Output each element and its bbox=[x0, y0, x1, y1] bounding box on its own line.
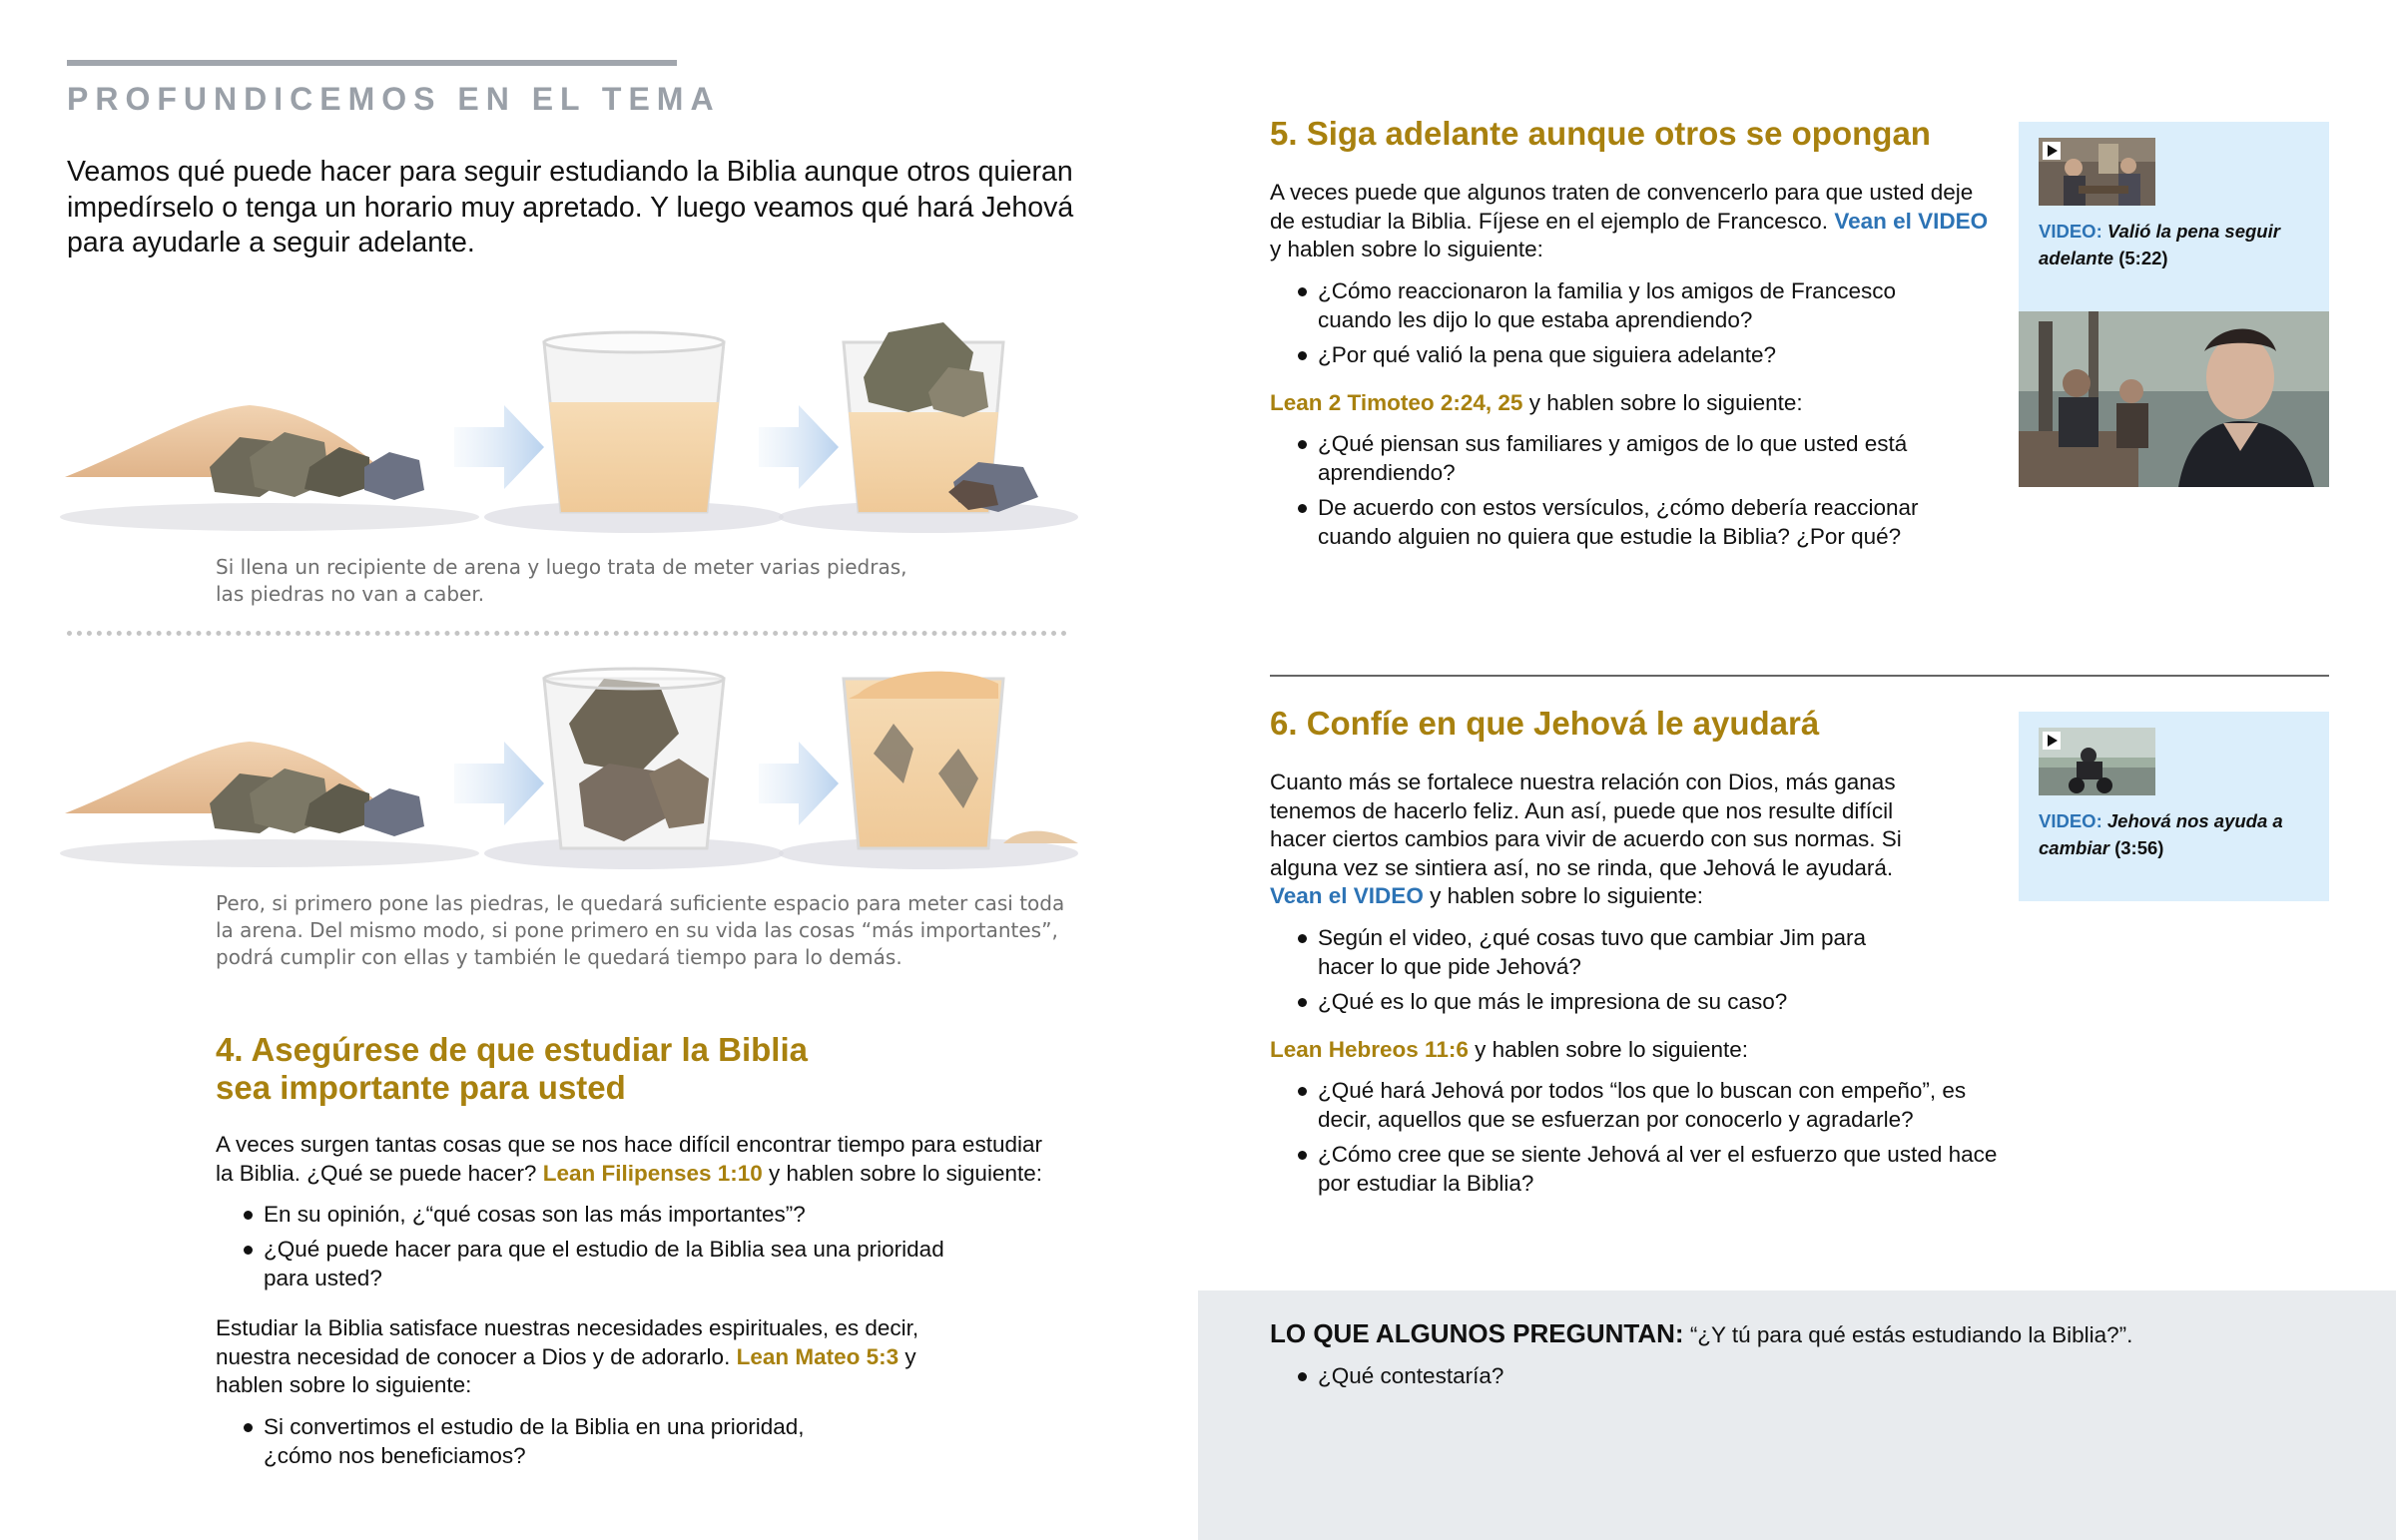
video-thumbnail[interactable] bbox=[2039, 138, 2155, 206]
video-still-photo bbox=[2019, 311, 2329, 487]
arrow-right-icon bbox=[759, 405, 839, 489]
video-label: VIDEO: bbox=[2039, 810, 2102, 831]
faq-block bbox=[1270, 1317, 2328, 1396]
faq-question: “¿Y tú para qué estás estudiando la Biblia?”. bbox=[1683, 1322, 2133, 1347]
video-card-section-6[interactable] bbox=[2019, 712, 2329, 901]
faq-heading bbox=[1270, 1317, 2328, 1351]
discussion-question: Si convertimos el estudio de la Biblia en una prioridad, ¿cómo nos beneficiamos? bbox=[216, 1412, 855, 1470]
section-6-paragraph-1 bbox=[1270, 769, 1929, 911]
dotted-divider bbox=[67, 631, 1067, 636]
discussion-question: ¿Qué puede hacer para que el estudio de la Biblia sea una prioridad para usted? bbox=[216, 1235, 974, 1292]
video-title: Jehová nos ayuda a cambiar bbox=[2039, 810, 2283, 858]
title-line: sea importante para usted bbox=[216, 1069, 626, 1106]
caption-line: las piedras no van a caber. bbox=[216, 582, 485, 606]
video-card-section-5[interactable] bbox=[2019, 122, 2329, 311]
caption-line: podrá cumplir con ellas y también le quedará tiempo para lo demás. bbox=[216, 945, 902, 969]
discussion-question: ¿Por qué valió la pena que siguiera adelante? bbox=[1270, 340, 1949, 369]
video-title: Valió la pena seguir adelante bbox=[2039, 221, 2280, 268]
paragraph-text: y hablen sobre lo siguiente: bbox=[1468, 1036, 1749, 1062]
section-5-title: 5. Siga adelante aunque otros se opongan bbox=[1270, 115, 1931, 152]
section-4-paragraph-1 bbox=[216, 1131, 1064, 1188]
discussion-question: ¿Qué contestaría? bbox=[1270, 1361, 2328, 1390]
watch-video-link[interactable]: Vean el VIDEO bbox=[1270, 883, 1424, 908]
title-line: 4. Asegúrese de que estudiar la Biblia bbox=[216, 1031, 808, 1068]
arrow-right-icon bbox=[454, 405, 544, 489]
illustration-2-caption bbox=[216, 890, 1064, 971]
video-duration: (5:22) bbox=[2113, 248, 2168, 268]
rocks-beside-pile bbox=[210, 432, 424, 500]
watch-video-link[interactable]: Vean el VIDEO bbox=[1834, 208, 1989, 234]
scripture-reference-link[interactable]: Lean Hebreos 11:6 bbox=[1270, 1036, 1469, 1062]
play-icon[interactable] bbox=[2043, 732, 2061, 750]
discussion-question: ¿Cómo cree que se siente Jehová al ver el esfuerzo que usted hace por estudiar la Biblia? bbox=[1270, 1140, 1999, 1198]
illustration-1-caption bbox=[216, 554, 906, 608]
section-6-questions-2 bbox=[1270, 1076, 1999, 1198]
paragraph-text: y hablen sobre lo siguiente: bbox=[1423, 883, 1704, 908]
section-6 bbox=[1270, 705, 1999, 1204]
section-4-title bbox=[216, 1031, 1064, 1107]
faq-label: LO QUE ALGUNOS PREGUNTAN: bbox=[1270, 1318, 1684, 1348]
caption-line: Si llena un recipiente de arena y luego trata de meter varias piedras, bbox=[216, 555, 907, 579]
caption-line: Pero, si primero pone las piedras, le quedará suficiente espacio para meter casi toda bbox=[216, 891, 1065, 915]
cup-sand-rocks-overflow bbox=[779, 322, 1078, 533]
paragraph-text: A veces surgen tantas cosas que se nos hace difícil encontrar tiempo para estudiar la Biblia. ¿Qué se puede hacer? bbox=[216, 1132, 1042, 1186]
video-thumbnail[interactable] bbox=[2039, 728, 2155, 795]
arrow-right-icon bbox=[454, 742, 544, 825]
rocks-beside-pile bbox=[210, 769, 424, 836]
section-6-questions-1 bbox=[1270, 923, 1869, 1016]
paragraph-text: Cuanto más se fortalece nuestra relación con Dios, más ganas tenemos de hacerlo feliz. Aun así, puede que nos resulte difícil hacer ciertos cambios para vivir de acuerdo con sus normas. Si alguna vez se sintiera así, no se rinda, que Jehová le ayudará. bbox=[1270, 770, 1902, 880]
paragraph-text: Estudiar la Biblia satisface nuestras necesidades espirituales, es decir, nuestra necesidad de conocer a Dios y de adorarlo. bbox=[216, 1315, 919, 1369]
section-5-paragraph-2 bbox=[1270, 389, 1999, 418]
faq-questions bbox=[1270, 1361, 2328, 1390]
video-duration: (3:56) bbox=[2108, 837, 2164, 858]
header-rule bbox=[67, 60, 677, 66]
discussion-question: De acuerdo con estos versículos, ¿cómo debería reaccionar cuando alguien no quiera que estudie la Biblia? ¿Por qué? bbox=[1270, 493, 1949, 551]
video-caption bbox=[2039, 807, 2328, 861]
section-divider bbox=[1270, 675, 2329, 677]
scripture-reference-link[interactable]: Lean 2 Timoteo 2:24, 25 bbox=[1270, 389, 1523, 415]
paragraph-text: A veces puede que algunos traten de convencerlo para que usted deje de estudiar la Biblia. Fíjese en el ejemplo de Francesco. bbox=[1270, 180, 1974, 234]
section-5-questions-2 bbox=[1270, 429, 1949, 551]
scripture-reference-link[interactable]: Lean Filipenses 1:10 bbox=[542, 1160, 763, 1186]
section-4-questions-2 bbox=[216, 1412, 855, 1470]
video-caption bbox=[2039, 218, 2328, 271]
scripture-reference-link[interactable]: Lean Mateo 5:3 bbox=[736, 1343, 899, 1369]
discussion-question: ¿Cómo reaccionaron la familia y los amigos de Francesco cuando les dijo lo que estaba aprendiendo? bbox=[1270, 276, 1949, 334]
intro-paragraph: Veamos qué puede hacer para seguir estudiando la Biblia aunque otros quieran impedírselo o tenga un horario muy apretado. Y luego veamos qué hará Jehová para ayudarle a seguir adelante. bbox=[67, 156, 1074, 258]
video-label: VIDEO: bbox=[2039, 221, 2102, 242]
section-6-title: 6. Confíe en que Jehová le ayudará bbox=[1270, 705, 1820, 742]
illustration-sand-first bbox=[60, 317, 1108, 542]
section-4-questions-1 bbox=[216, 1200, 974, 1292]
section-5-paragraph-1 bbox=[1270, 179, 1999, 264]
caption-line: la arena. Del mismo modo, si pone primero en su vida las cosas “más importantes”, bbox=[216, 918, 1058, 942]
paragraph-text: y hablen sobre lo siguiente: bbox=[1270, 237, 1543, 261]
play-icon[interactable] bbox=[2043, 142, 2061, 160]
discussion-question: Según el video, ¿qué cosas tuvo que cambiar Jim para hacer lo que pide Jehová? bbox=[1270, 923, 1869, 981]
section-6-paragraph-2 bbox=[1270, 1036, 1999, 1065]
paragraph-text: y hablen sobre lo siguiente: bbox=[216, 1343, 916, 1397]
illustration-rocks-first bbox=[60, 654, 1108, 878]
paragraph-text: y hablen sobre lo siguiente: bbox=[1522, 389, 1803, 415]
paragraph-text: y hablen sobre lo siguiente: bbox=[762, 1160, 1042, 1186]
section-5-questions-1 bbox=[1270, 276, 1949, 369]
section-kicker: PROFUNDICEMOS EN EL TEMA bbox=[67, 81, 721, 117]
discussion-question: ¿Qué es lo que más le impresiona de su caso? bbox=[1270, 987, 1869, 1016]
section-4 bbox=[216, 1031, 1064, 1476]
discussion-question: En su opinión, ¿“qué cosas son las más importantes”? bbox=[216, 1200, 974, 1229]
arrow-right-icon bbox=[759, 742, 839, 825]
discussion-question: ¿Qué piensan sus familiares y amigos de lo que usted está aprendiendo? bbox=[1270, 429, 1949, 487]
section-4-paragraph-2 bbox=[216, 1314, 954, 1400]
discussion-question: ¿Qué hará Jehová por todos “los que lo buscan con empeño”, es decir, aquellos que se esfuerzan por conocerlo y agradarle? bbox=[1270, 1076, 1999, 1134]
section-5 bbox=[1270, 115, 1999, 557]
